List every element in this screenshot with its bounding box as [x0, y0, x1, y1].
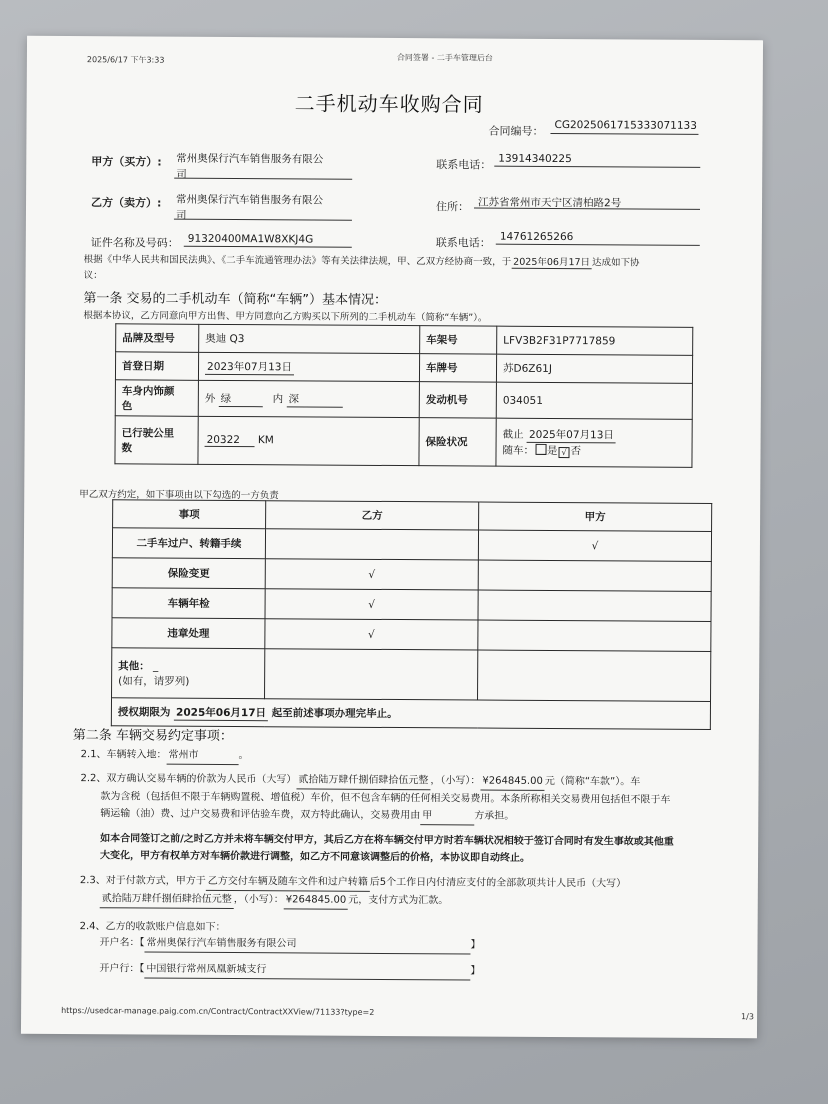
duty-b-mark: √ — [265, 559, 478, 590]
contract-page — [21, 36, 763, 1038]
duty-b-mark: √ — [265, 619, 478, 650]
intro-text: 根据《中华人民共和国民法典》、《二手车流通管理办法》等有关法律法规，甲、乙双方经协商一致，于 2025年06月17日 达成如下协 — [83, 254, 640, 269]
duty-b-mark: √ — [265, 589, 478, 620]
duty-a-mark — [478, 560, 711, 591]
other-duties: 其他： _ (如有，请罗列) — [112, 648, 265, 699]
contract-title: 二手机动车收购合同 — [294, 91, 484, 117]
plate-value: 苏D6Z61J — [496, 354, 692, 383]
duty-b-mark — [265, 529, 478, 560]
seller-label: 乙方（卖方）: — [90, 196, 162, 210]
buyer-name-cont: 司 — [176, 168, 187, 181]
account-name-row: 开户名：【 常州奥保行汽车销售服务有限公司 】 — [99, 934, 480, 954]
brand-label: 品牌及型号 — [116, 324, 199, 353]
insurance-label: 保险状况 — [419, 418, 496, 466]
duty-a-mark — [478, 590, 711, 621]
vin-value: LFV3B2F31P7717859 — [497, 326, 693, 355]
duties-table — [111, 499, 712, 730]
intro-text-cont: 议： — [83, 270, 103, 282]
print-datetime: 2025/6/17 下午3:33 — [86, 55, 165, 65]
buyer-label: 甲方（买方）: — [91, 155, 162, 169]
article1-desc: 根据本协议，乙方同意向甲方出售、甲方同意向乙方购买以下所列的二手机动车（简称“车辆”）。 — [83, 310, 488, 324]
col-party-b: 乙方 — [266, 501, 479, 530]
ins-no-checkbox: √ — [558, 447, 569, 458]
duty-a-mark — [478, 620, 711, 651]
vehicle-table — [114, 323, 693, 468]
authorization-period: 授权期限为 2025年06月17日 起至前述事项办理完毕止。 — [111, 698, 710, 730]
auth-date: 2025年06月17日 — [174, 704, 268, 721]
id-value: 91320400MA1W8XKJ4G — [187, 232, 314, 246]
seller-phone-label: 联系电话： — [435, 236, 491, 250]
page-number: 1/3 — [741, 1012, 754, 1022]
article2-title: 第二条 车辆交易约定事项： — [72, 728, 233, 745]
vin-label: 车架号 — [420, 326, 497, 354]
bank-name: 中国银行常州凤凰新城支行 — [144, 960, 470, 980]
id-label: 证件名称及号码： — [90, 236, 179, 250]
article1-title: 第一条 交易的二手机动车（简称“车辆”）基本情况： — [83, 291, 388, 308]
plate-label: 车牌号 — [419, 354, 496, 382]
color-label: 车身内饰颜 色 — [115, 380, 198, 417]
print-url: https://usedcar-manage.paig.com.cn/Contract/ContractXXView/71133?type=2 — [61, 1005, 375, 1017]
duty-item: 保险变更 — [112, 558, 265, 589]
ins-yes-checkbox — [535, 444, 546, 455]
col-party-a: 甲方 — [479, 502, 712, 531]
duty-item: 二手车过户、转籍手续 — [112, 528, 265, 559]
clause-2-1: 2.1、车辆转入地： 常州市 。 — [81, 746, 249, 765]
duty-a-mark: √ — [478, 530, 711, 561]
clause-2-3: 2.3、对于付款方式，甲方于 乙方交付车辆及随车文件和过户转籍 后5个工作日内付清应支付的全部款项共计人民币（大写） 贰拾陆万肆仟捌佰肆拾伍元整 ，（小写）： ¥264845.00 元，支付方式为汇款。 — [80, 872, 626, 911]
address-label: 住所： — [435, 200, 470, 214]
mileage-value: 20322 KM — [198, 416, 419, 465]
price-adjustment-clause: 如本合同签订之前/之时乙方并未将车辆交付甲方，其后乙方在将车辆交付甲方时若车辆状况相较于签订合同时有发生事故或其他重 大变化，甲方有权单方对车辆价款进行调整，如乙方不同意该调整后的价格，本协议即自动终止。 — [100, 833, 674, 864]
clause-2-2: 2.2、双方确认交易车辆的价款为人民币（大写） 贰拾陆万肆仟捌佰肆拾伍元整 ，（小写）： ¥264845.00 元（简称“车款”）。车 款为含税（包括但不限于车辆购置税、增值税）车价，但不包含车辆的任何相关交易费用。本条所称相关交易费用包括但不限于车 辆运输（油）费、过户交易费和评估验车费，双方特此确认，交易费用由 甲 方承担。 — [80, 770, 740, 827]
insurance-value: 截止 2025年07月13日 随车： 是 √ 否 — [496, 418, 692, 467]
buyer-phone: 13914340225 — [498, 152, 572, 166]
seller-phone: 14761265266 — [499, 230, 574, 244]
engine-value: 034051 — [496, 382, 692, 419]
seller-name: 常州奥保行汽车销售服务有限公 — [176, 193, 324, 207]
buyer-phone-label: 联系电话： — [436, 158, 492, 172]
engine-label: 发动机号 — [419, 382, 496, 418]
duty-item: 违章处理 — [112, 618, 265, 649]
color-value: 外 绿 内 深 — [198, 380, 419, 417]
duty-item: 车辆年检 — [112, 588, 265, 619]
clause-2-4: 2.4、乙方的收款账户信息如下： — [79, 921, 226, 933]
mileage-label: 已行驶公里 数 — [115, 416, 198, 465]
contract-no: CG2025061715333071133 — [554, 118, 697, 132]
print-page-title: 合同签署 - 二手车管理后台 — [396, 53, 493, 63]
reg-value: 2023年07月13日 — [198, 352, 419, 381]
intro-date: 2025年06月17日 — [511, 254, 592, 269]
contract-no-label: 合同编号： — [488, 124, 544, 138]
reg-label: 首登日期 — [115, 352, 198, 381]
duties-caption: 甲乙双方约定，如下事项由以下勾选的一方负责 — [79, 489, 279, 502]
buyer-name: 常州奥保行汽车销售服务有限公 — [176, 152, 324, 166]
col-item: 事项 — [113, 500, 266, 529]
brand-value: 奥迪 Q3 — [199, 324, 420, 353]
account-name: 常州奥保行汽车销售服务有限公司 — [144, 934, 470, 954]
seller-name-cont: 司 — [175, 209, 187, 222]
bank-row: 开户行：【 中国银行常州凤凰新城支行 】 — [99, 960, 480, 980]
address: 江苏省常州市天宁区清柏路2号 — [478, 196, 622, 210]
